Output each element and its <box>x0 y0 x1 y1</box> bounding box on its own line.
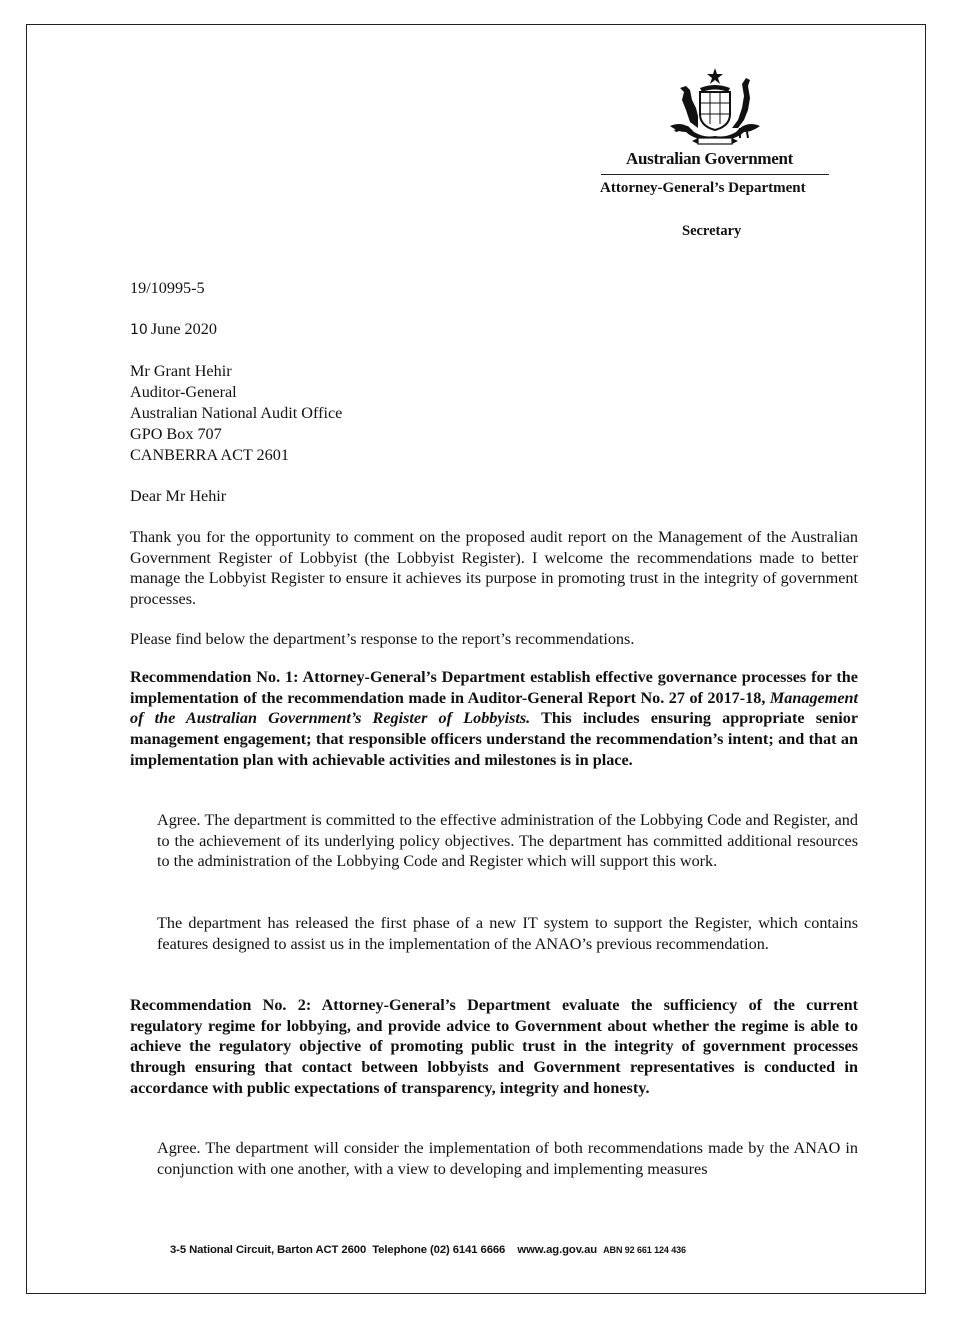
footer-address: 3-5 National Circuit, Barton ACT 2600 <box>170 1244 367 1256</box>
department-name: Attorney-General’s Department <box>600 180 806 196</box>
footer-website: www.ag.gov.au <box>517 1244 598 1256</box>
footer-abn: ABN 92 661 124 436 <box>603 1245 686 1255</box>
salutation: Dear Mr Hehir <box>130 487 227 505</box>
government-name: Australian Government <box>626 149 793 168</box>
report-title: Management of the Australian Government’s Register of Lobbyists. <box>130 688 858 728</box>
footer <box>170 1244 686 1256</box>
date-day-handwritten: 10 <box>130 322 148 338</box>
recommendation-1 <box>130 667 858 771</box>
page-border <box>26 24 926 1294</box>
response-1-paragraph-2: The department has released the first phase of a new IT system to support the Register, which contains features designed to assist us in the implementation of the ANAO’s previous recommendation. <box>157 914 858 953</box>
recommendation-2: Recommendation No. 2: Attorney-General’s Department evaluate the sufficiency of the current regulatory regime for lobbying, and provide advice to Government about whether the regime is able to achieve the regulatory objective of promoting public trust in the integrity of government processes through ensuring that contact between lobbyists and Government representatives is conducted in accordance with public expectations of transparency, integrity and honesty. <box>130 996 858 1097</box>
response-1-paragraph: Agree. The department is committed to the effective administration of the Lobbying Code and Register, and to the achievement of its underlying policy objectives. The department has committed additional resources to the administration of the Lobbying Code and Register which will support this work. <box>157 811 858 871</box>
recommendation-1-text: Recommendation No. 1: Attorney-General’s Department establish effective governance processes for the implementation of the recommendation made in Auditor-General Report No. 27 of 2017-18, <box>130 668 858 707</box>
office-title: Secretary <box>682 223 742 239</box>
recipient-line: Auditor-General <box>130 383 237 401</box>
footer-telephone: Telephone (02) 6141 6666 <box>372 1244 506 1256</box>
recipient-line: Australian National Audit Office <box>130 404 343 422</box>
recipient-line: CANBERRA ACT 2601 <box>130 446 289 464</box>
lead-in-paragraph: Please find below the department’s response to the report’s recommendations. <box>130 630 635 648</box>
response-2-paragraph: Agree. The department will consider the implementation of both recommendations made by the ANAO in conjunction with one another, with a view to developing and implementing measures <box>157 1139 858 1178</box>
coat-of-arms-logo <box>664 66 766 148</box>
letter-date <box>130 319 217 341</box>
recipient-line: Mr Grant Hehir <box>130 362 232 380</box>
recipient-line: GPO Box 707 <box>130 425 222 443</box>
intro-paragraph: Thank you for the opportunity to comment on the proposed audit report on the Management of the Australian Government Register of Lobbyist (the Lobbyist Register). I welcome the recommendations made to better manage the Lobbyist Register to ensure it achieves its purpose in promoting trust in the integrity of government processes. <box>130 528 858 609</box>
date-month-year: June 2020 <box>150 320 217 338</box>
letterhead-rule <box>601 174 829 175</box>
reference-number: 19/10995-5 <box>130 279 205 297</box>
recommendation-1-text-cont: This includes ensuring appropriate senior management engagement; that responsible officers understand the recommendation’s intent; and that an implementation plan with achievable activities and milestones is in place. <box>130 709 859 769</box>
